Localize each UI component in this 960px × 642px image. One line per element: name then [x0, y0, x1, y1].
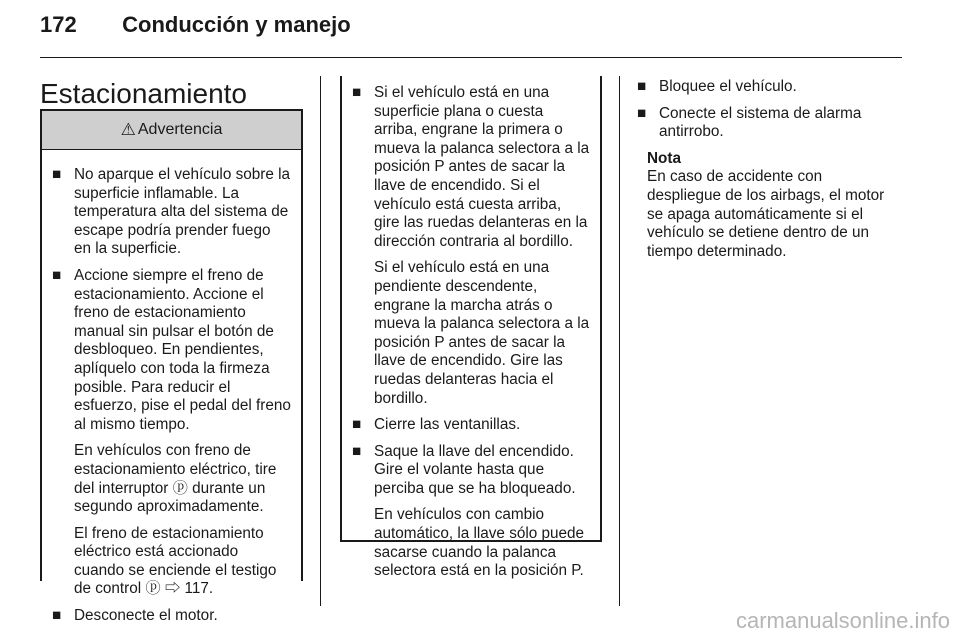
middle-list [342, 76, 600, 581]
list-item-continuation: En vehículos con cambio automático, la llave sólo puede sacarse cuando la palanca selectora está en la posición P. [374, 506, 585, 580]
list-item [352, 443, 590, 581]
bullet-icon: ■ [352, 416, 362, 434]
right-column [637, 78, 899, 261]
section-title: Estacionamiento [40, 78, 248, 109]
list-item-text: Bloquee el vehículo. [659, 78, 797, 95]
bullet-icon: ■ [352, 84, 362, 101]
header-rule [40, 57, 902, 58]
list-item-text: Accione siempre el freno de estacionamiento. Accione el freno de estacionamiento manual sin pulsar el botón de desbloqueo. En pendientes, aplíquelo con toda la firmeza posible. Para reducir el esfuerzo, pise el pedal del freno al mismo tiempo. [74, 266, 291, 433]
bullet-icon: ■ [637, 78, 647, 95]
chapter-title: Conducción y manejo [122, 12, 351, 37]
bullet-icon: ■ [637, 104, 647, 122]
list-item [637, 78, 899, 97]
list-item-text: Desconecte el motor. [74, 607, 218, 625]
column-divider-2 [619, 76, 620, 606]
list-item [352, 84, 590, 408]
watermark: carmanualsonline.info [735, 608, 950, 633]
column-divider-1 [320, 76, 321, 606]
warning-triangle-icon: ⚠ [120, 120, 136, 139]
list-item [52, 166, 291, 259]
list-item-continuation: El freno de estacionamiento eléctrico está accionado cuando se enciende el testigo de control ⓟ ⇨ 117. [74, 524, 277, 598]
page-number: 172 [40, 12, 77, 37]
list-item [52, 607, 291, 626]
list-item-continuation: En vehículos con freno de estacionamiento eléctrico, tire del interruptor ⓟ durante un segundo aproximadamente. [74, 442, 277, 516]
bullet-icon: ■ [52, 266, 62, 284]
warning-box [40, 109, 303, 625]
list-item-text: Saque la llave del encendido. Gire el volante hasta que perciba que se ha bloqueado. [374, 442, 576, 497]
list-item-text: Cierre las ventanillas. [374, 416, 521, 434]
warning-heading-bar [42, 109, 301, 150]
list-item [352, 416, 590, 435]
bullet-icon: ■ [52, 607, 62, 625]
list-item [637, 105, 899, 142]
warning-heading: Advertencia [137, 121, 223, 138]
list-item-text: No aparque el vehículo sobre la superficie inflamable. La temperatura alta del sistema de escape podría prender fuego en la superficie. [74, 166, 290, 258]
warning-box-continued [340, 76, 602, 580]
right-list [637, 78, 899, 142]
page-header [40, 12, 351, 38]
list-item [52, 267, 291, 599]
list-item-text: Conecte el sistema de alarma antirrobo. [659, 104, 862, 141]
note-title: Nota [647, 149, 681, 167]
note-text: En caso de accidente con despliegue de los airbags, el motor se apaga automáticamente si el vehículo se detiene dentro de un tiempo determinado. [647, 168, 885, 260]
bullet-icon: ■ [52, 166, 62, 183]
list-item-continuation: Si el vehículo está en una pendiente descendente, engrane la marcha atrás o mueva la palanca selectora a la posición P antes de sacar la llave de encendido. Gire las ruedas delanteras hacia el bordillo. [374, 259, 590, 407]
bullet-icon: ■ [352, 442, 362, 460]
list-item-text: Si el vehículo está en una superficie plana o cuesta arriba, engrane la primera o mueva la palanca selectora a la posición P antes de sacar la llave de encendido. Si el vehículo está cuesta arriba, gire las ruedas delanteras en la dirección contraria al bordillo. [374, 84, 590, 250]
note-block [637, 150, 899, 262]
warning-list [42, 150, 301, 626]
